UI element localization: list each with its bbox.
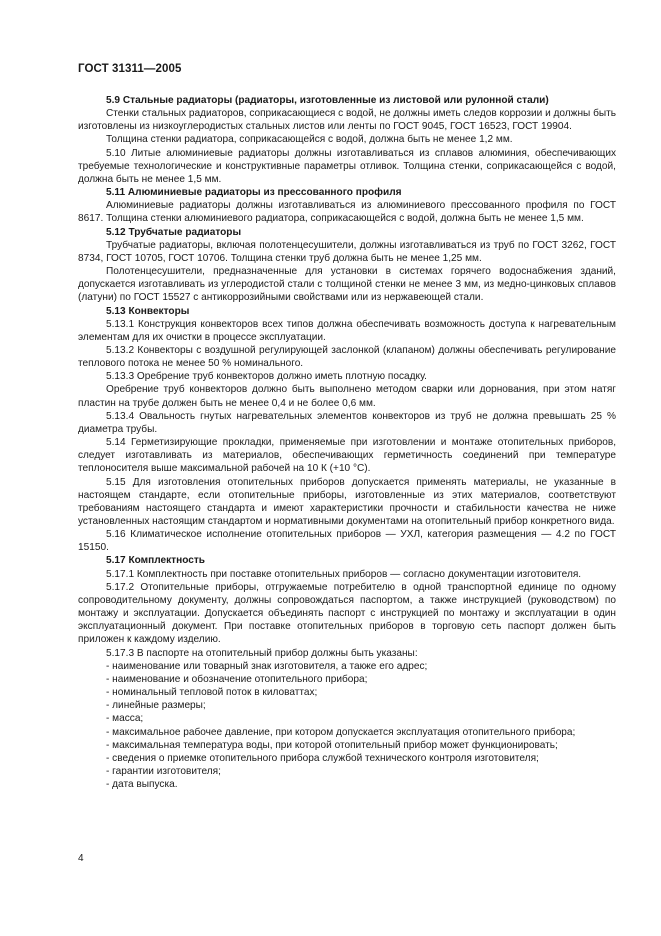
list-item: - гарантии изготовителя; <box>106 765 221 777</box>
paragraph: 5.13.2 Конвекторы с воздушной регулирующей заслонкой (клапаном) должны обеспечивать регулирование теплового потока не менее 50 % номинального. <box>78 344 616 370</box>
list-item: - номинальный тепловой поток в киловаттах; <box>106 687 318 699</box>
paragraph: 5.10 Литые алюминиевые радиаторы должны изготавливаться из сплавов алюминия, обеспечивающих требуемые технологические и конструктивные параметры отливок. Толщина стенки, соприкасающейся с водой, должна быть не менее 1,5 мм. <box>78 147 616 185</box>
paragraph: Толщина стенки радиатора, соприкасающейся с водой, должна быть не менее 1,2 мм. <box>106 134 513 146</box>
paragraph: Стенки стальных радиаторов, соприкасающиеся с водой, не должны иметь следов коррозии и должны быть изготовлены из низкоуглеродистых стальных листов или ленты по ГОСТ 9045, ГОСТ 16523, ГОСТ 19904. <box>78 108 616 133</box>
section-heading-5-9: 5.9 Стальные радиаторы (радиаторы, изготовленные из листовой или рулонной стали) <box>106 95 549 106</box>
section-heading-5-17: 5.17 Комплектность <box>106 555 205 567</box>
list-item: - сведения о приемке отопительного прибора службой технического контроля изготовителя; <box>106 752 539 764</box>
page-number: 4 <box>78 853 84 864</box>
paragraph: Оребрение труб конвекторов должно быть выполнено методом сварки или дорнования, при этом натяг пластин на трубе должен быть не менее 0,4 и не более 0,6 мм. <box>78 384 616 409</box>
list-item: - дата выпуска. <box>106 779 178 791</box>
paragraph: 5.17.2 Отопительные приборы, отгружаемые потребителю в одной транспортной единице по одному сопроводительному документу, должны сопровождаться паспортом, а также инструкцией (руководством) по монтажу и эксплуатации. Допускается объединять паспорт с инструкцией по монтажу и эксплуатации в один эксплуатационный документ. При поставке отопительных приборов в торговую сеть паспорт должен быть приложен к каждому изделию. <box>78 581 616 646</box>
list-item: - максимальное рабочее давление, при котором допускается эксплуатация отопительного прибора; <box>106 726 576 738</box>
list-item: - наименование или товарный знак изготовителя, а также его адрес; <box>106 660 428 672</box>
list-item: - максимальная температура воды, при которой отопительный прибор может функционировать; <box>106 739 558 751</box>
paragraph: 5.15 Для изготовления отопительных приборов допускается применять материалы, не указанные в настоящем стандарте, если отопительные приборы, изготовленные из этих материалов, соответствуют требованиям настоящего стандарта и имеют характеристики прочности и стабильности качества не ниже установленных настоящим стандартом и нормативными документами на отопительный прибор конкретного вида. <box>78 476 616 527</box>
paragraph: Трубчатые радиаторы, включая полотенцесушители, должны изготавливаться из труб по ГОСТ 3262, ГОСТ 8734, ГОСТ 10705, ГОСТ 10706. Толщина стенки труб должна быть не менее 1,25 мм. <box>78 239 616 264</box>
document-body <box>78 94 616 791</box>
document-header: ГОСТ 31311—2005 <box>78 63 182 75</box>
paragraph: 5.13.1 Конструкция конвекторов всех типов должна обеспечивать возможность доступа к нагревательным элементам для их очистки в процессе эксплуатации. <box>78 318 616 343</box>
section-heading-5-11: 5.11 Алюминиевые радиаторы из прессованного профиля <box>106 187 402 199</box>
list-item: - наименование и обозначение отопительного прибора; <box>106 673 368 685</box>
paragraph: Полотенцесушители, предназначенные для установки в системах горячего водоснабжения зданий, допускается изготавливать из углеродистой стали с толщиной стенки не менее 3 мм, из медно-цинковых сплавов (латуни) по ГОСТ 15527 с антикоррозийными свойствами или из нержавеющей стали. <box>78 266 616 304</box>
list-item: - масса; <box>106 713 144 725</box>
paragraph: Алюминиевые радиаторы должны изготавливаться из алюминиевого прессованного профиля по ГОСТ 8617. Толщина стенки алюминиевого радиатора, соприкасающейся с водой, должна быть не менее 1,5 мм. <box>78 200 616 225</box>
paragraph: 5.13.4 Овальность гнутых нагревательных элементов конвекторов из труб не должна превышать 25 % диаметра трубы. <box>78 410 616 435</box>
list-item: - линейные размеры; <box>106 700 206 712</box>
section-heading-5-13: 5.13 Конвекторы <box>106 305 190 317</box>
section-heading-5-12: 5.12 Трубчатые радиаторы <box>106 226 242 238</box>
paragraph: 5.13.3 Оребрение труб конвекторов должно иметь плотную посадку. <box>106 371 427 383</box>
paragraph: 5.17.1 Комплектность при поставке отопительных приборов — согласно документации изготовителя. <box>106 568 582 580</box>
paragraph: 5.14 Герметизирующие прокладки, применяемые при изготовлении и монтаже отопительных приборов, следует изготавливать из материалов, обеспечивающих герметичность соединений при температуре теплоносителя выше максимальной рабочей на 10 К (+10 °С). <box>78 437 616 475</box>
paragraph: 5.16 Климатическое исполнение отопительных приборов — УХЛ, категория размещения — 4.2 по ГОСТ 15150. <box>78 529 616 554</box>
paragraph: 5.17.3 В паспорте на отопительный прибор должны быть указаны: <box>106 647 418 659</box>
